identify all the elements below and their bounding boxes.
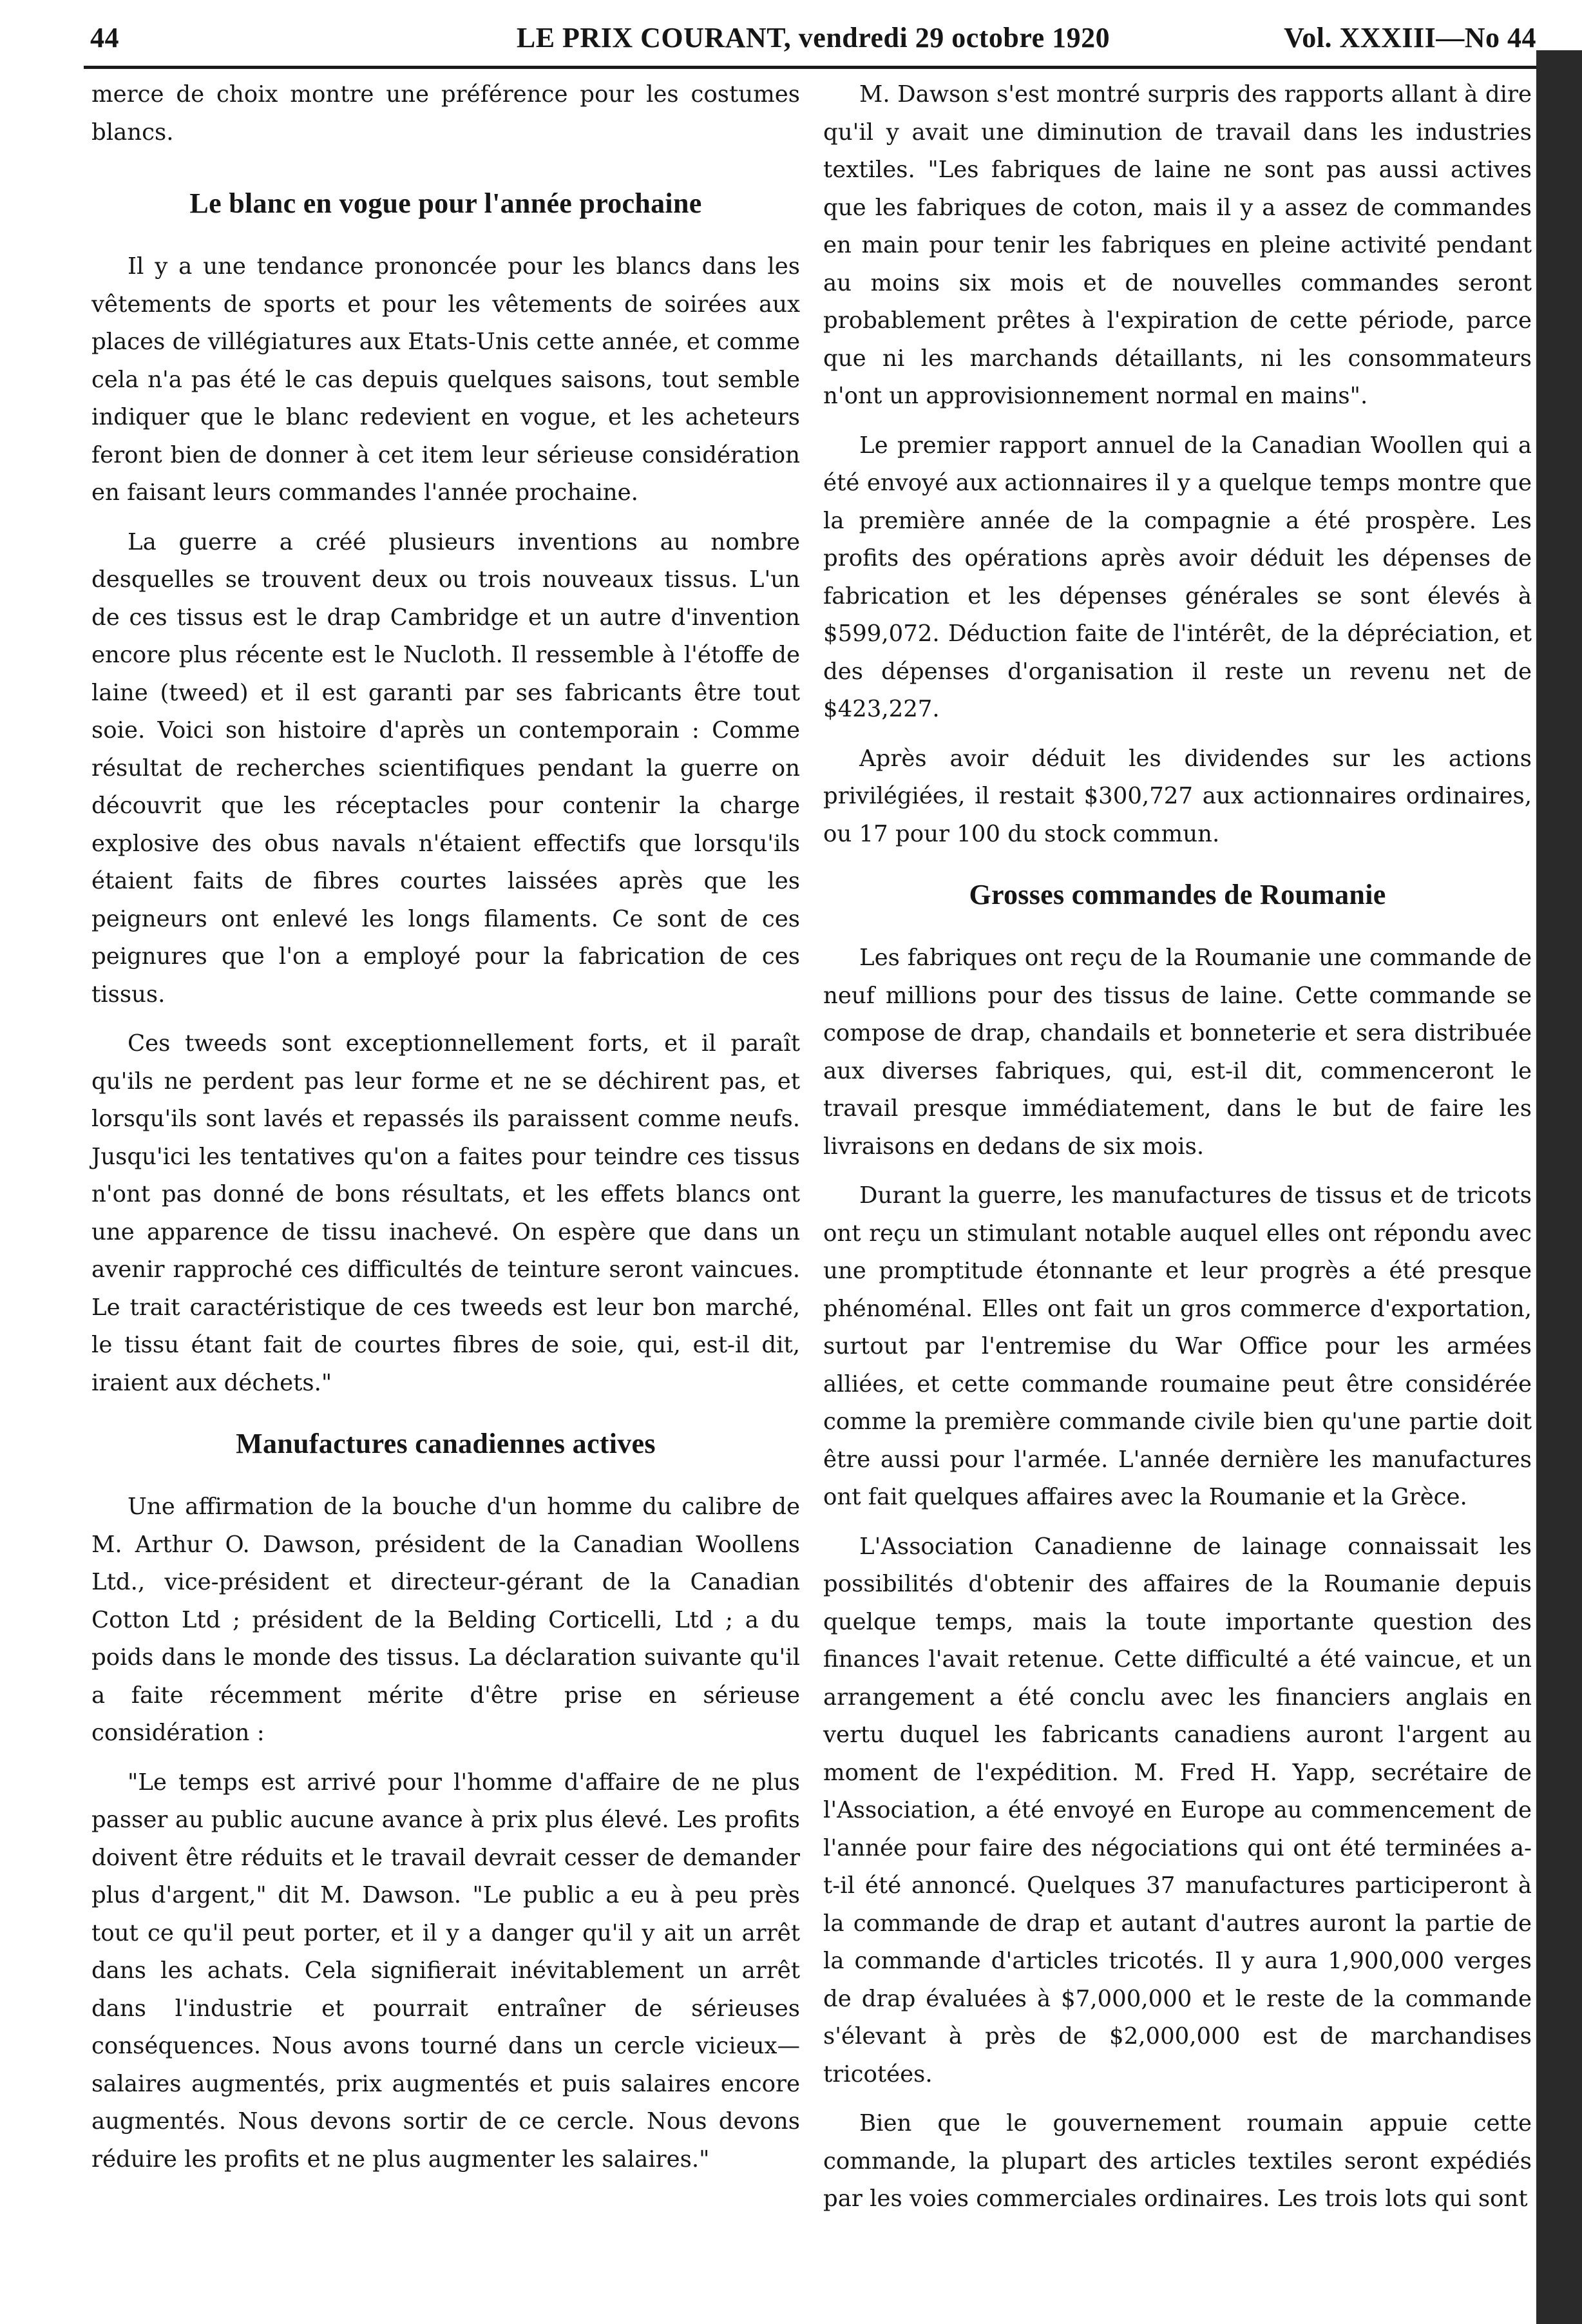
paragraph: L'Association Canadienne de lainage connaissait les possibilités d'obtenir des affaires de la Roumanie depuis quelque temps, mais la toute importante question des finances l'avait retenue. Cette difficulté a été vaincue, et un arrangement a été conclu avec les financiers anglais en vertu duquel les fabricants canadiens auront l'argent au moment de l'expédition. M. Fred H. Yapp, secrétaire de l'Association, a été envoyé en Europe au commencement de l'année pour faire des négociations qui ont été terminées a-t-il été annoncé. Quelques 37 manufactures participeront à la commande de drap et autant d'autres auront la partie de la commande d'articles tricotés. Il y aura 1,900,000 verges de drap évaluées à $7,000,000 et le reste de la commande s'élevant à près de $2,000,000 est de marchandises tricotées. bbox=[823, 1533, 1532, 2088]
paragraph: La guerre a créé plusieurs inventions au nombre desquelles se trouvent deux ou trois nouveaux tissus. L'un de ces tissus est le drap Cambridge et un autre d'invention encore plus récente est le Nucloth. Il ressemble à l'étoffe de laine (tweed) et il est garanti par ses fabricants être tout soie. Voici son histoire d'après un contemporain : Comme résultat de recherches scientifiques pendant la guerre on découvrit que les réceptacles pour contenir la charge explosive des obus navals n'étaient effectifs que lorsqu'ils étaient faits de fibres courtes laissées après que les peigneurs ont enlevé les longs filaments. Ce sont de ces peignures que l'on a employé pour la fabrication de ces tissus. bbox=[91, 528, 800, 1008]
volume-number: Vol. XXXIII—No 44 bbox=[1284, 21, 1536, 53]
intro-paragraph: merce de choix montre une préférence pour les costumes blancs. bbox=[91, 81, 800, 146]
paragraph: Après avoir déduit les dividendes sur les actions privilégiées, il restait $300,727 aux actionnaires ordinaires, ou 17 pour 100 du stock commun. bbox=[823, 745, 1532, 847]
section-heading-manufactures: Manufactures canadiennes actives bbox=[236, 1428, 656, 1459]
paragraph: "Le temps est arrivé pour l'homme d'affaire de ne plus passer au public aucune avance à prix plus élevé. Les profits doivent être réduits et le travail devrait cesser de demander plus d'argent," dit M. Dawson. "Le public a eu à peu près tout ce qu'il peut porter, et il y a danger qu'il y ait un arrêt dans les achats. Cela signifierait inévitablement un arrêt dans l'industrie et pourrait entraîner de sérieuses conséquences. Nous avons tourné dans un cercle vicieux—salaires augmentés, prix augmentés et puis salaires encore augmentés. Nous devons sortir de ce cercle. Nous devons réduire les profits et ne plus augmenter les salaires." bbox=[91, 1769, 800, 2173]
section-heading-blanc: Le blanc en vogue pour l'année prochaine bbox=[189, 187, 702, 219]
paragraph: Les fabriques ont reçu de la Roumanie une commande de neuf millions pour des tissus de laine. Cette commande se compose de drap, chandails et bonneterie et sera distribuée aux diverses fabriques, qui, est-il dit, commenceront le travail presque immédiatement, dans le but de faire les livraisons en dedans de six mois. bbox=[823, 945, 1532, 1160]
paragraph: Bien que le gouvernement roumain appuie cette commande, la plupart des articles textiles seront expédiés par les voies commerciales ordinaires. Les trois lots qui sont bbox=[823, 2110, 1532, 2212]
paragraph: Une affirmation de la bouche d'un homme du calibre de M. Arthur O. Dawson, président de la Canadian Woollens Ltd., vice-président et directeur-gérant de la Canadian Cotton Ltd ; président de la Belding Corticelli, Ltd ; a du poids dans le monde des tissus. La déclaration suivante qu'il a faite récemment mérite d'être prise en sérieuse considération : bbox=[91, 1493, 800, 1746]
header-rule bbox=[84, 66, 1539, 69]
left-column bbox=[91, 76, 800, 2190]
page-number: 44 bbox=[90, 21, 119, 53]
section-heading-roumanie: Grosses commandes de Roumanie bbox=[969, 879, 1386, 910]
scan-margin-edge bbox=[1536, 50, 1582, 2324]
right-column bbox=[823, 76, 1532, 2230]
paragraph: Ces tweeds sont exceptionnellement forts, et il paraît qu'ils ne perdent pas leur forme et ne se déchirent pas, et lorsqu'ils sont lavés et repassés ils paraissent comme neufs. Jusqu'ici les tentatives qu'on a faites pour teindre ces tissus n'ont pas donné de bons résultats, et les effets blancs ont une apparence de tissu inachevé. On espère que dans un avenir rapproché ces difficultés de teinture seront vaincues. Le trait caractéristique de ces tweeds est leur bon marché, le tissu étant fait de courtes fibres de soie, qui, est-il dit, iraient aux déchets." bbox=[91, 1030, 800, 1396]
publication-title: LE PRIX COURANT, vendredi 29 octobre 1920 bbox=[516, 21, 1110, 53]
paragraph: M. Dawson s'est montré surpris des rapports allant à dire qu'il y avait une diminution de travail dans les industries textiles. "Les fabriques de laine ne sont pas aussi actives que les fabriques de coton, mais il y a assez de commandes en main pour tenir les fabriques en pleine activité pendant au moins six mois et de nouvelles commandes seront probablement prêtes à l'expiration de cette période, parce que ni les marchands détaillants, ni les consommateurs n'ont un approvisionnement normal en mains". bbox=[823, 81, 1532, 409]
paragraph: Il y a une tendance prononcée pour les blancs dans les vêtements de sports et pour les vêtements de soirées aux places de villégiatures aux Etats-Unis cette année, et comme cela n'a pas été le cas depuis quelques saisons, tout semble indiquer que le blanc redevient en vogue, et les acheteurs feront bien de donner à cet item leur sérieuse considération en faisant leurs commandes l'année prochaine. bbox=[91, 253, 800, 506]
paragraph: Le premier rapport annuel de la Canadian Woollen qui a été envoyé aux actionnaires il y a quelque temps montre que la première année de la compagnie a été prospère. Les profits des opérations après avoir déduit les dépenses de fabrication et les dépenses générales se sont élevés à $599,072. Déduction faite de l'intérêt, de la dépréciation, et des dépenses d'organisation il reste un revenu net de $423,227. bbox=[823, 432, 1532, 722]
page-header bbox=[90, 12, 1536, 63]
dawson-quote bbox=[91, 1764, 800, 2179]
paragraph: Durant la guerre, les manufactures de tissus et de tricots ont reçu un stimulant notable auquel elles ont répondu avec une promptitude étonnante et leur progrès a été presque phénoménal. Elles ont fait un gros commerce d'exportation, surtout par l'entremise du War Office pour les armées alliées, et cette commande roumaine peut être considérée comme la première commande civile bien qu'une partie doit être aussi pour l'armée. L'année dernière les manufactures ont fait quelques affaires avec la Roumanie et la Grèce. bbox=[823, 1182, 1532, 1510]
